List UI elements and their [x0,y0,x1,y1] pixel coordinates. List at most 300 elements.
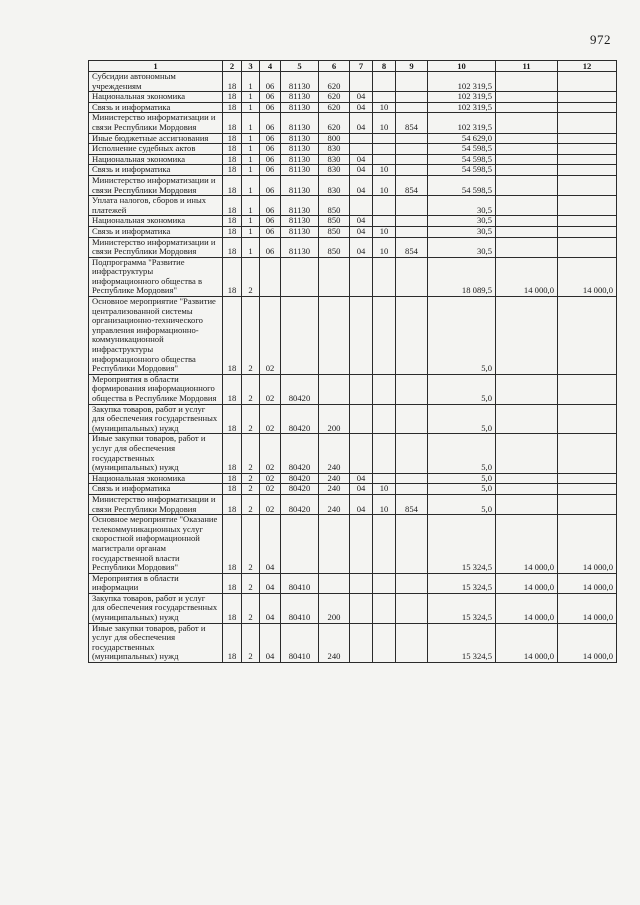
table-cell-col-10: 30,5 [428,226,496,237]
table-row [89,473,617,484]
row-description: Национальная экономика [89,154,223,165]
table-cell-col-4: 06 [260,237,281,257]
table-cell-col-9 [396,573,428,593]
table-row [89,113,617,133]
table-cell-col-8 [373,473,396,484]
table-cell-col-4: 06 [260,72,281,92]
table-cell-col-5: 80420 [281,484,319,495]
table-cell-col-5 [281,257,319,296]
table-cell-col-9 [396,165,428,176]
table-cell-col-10: 102 319,5 [428,113,496,133]
column-header-4: 4 [260,61,281,72]
table-cell-col-11 [496,165,558,176]
table-cell-col-7 [350,144,373,155]
table-cell-col-9 [396,92,428,103]
table-cell-col-4: 06 [260,154,281,165]
table-cell-col-6: 830 [319,144,350,155]
table-row [89,92,617,103]
table-row [89,154,617,165]
table-row [89,133,617,144]
table-cell-col-12 [558,473,617,484]
table-cell-col-12: 14 000,0 [558,623,617,662]
table-cell-col-9 [396,515,428,574]
table-cell-col-2: 18 [223,144,242,155]
table-cell-col-8 [373,374,396,404]
table-cell-col-8: 10 [373,226,396,237]
table-cell-col-11: 14 000,0 [496,593,558,623]
table-cell-col-12 [558,494,617,514]
row-description: Министерство информатизации и связи Республики Мордовия [89,113,223,133]
table-cell-col-7 [350,593,373,623]
table-cell-col-8 [373,593,396,623]
row-description: Мероприятия в области информации [89,573,223,593]
table-cell-col-5: 81130 [281,196,319,216]
table-cell-col-10: 5,0 [428,484,496,495]
table-cell-col-3: 2 [242,257,260,296]
table-cell-col-12: 14 000,0 [558,257,617,296]
table-cell-col-3: 1 [242,226,260,237]
column-header-6: 6 [319,61,350,72]
table-cell-col-12 [558,237,617,257]
table-row [89,216,617,227]
table-cell-col-8 [373,623,396,662]
table-cell-col-4 [260,257,281,296]
table-cell-col-4: 06 [260,216,281,227]
table-cell-col-9 [396,154,428,165]
table-cell-col-10: 15 324,5 [428,515,496,574]
table-cell-col-11 [496,113,558,133]
table-cell-col-2: 18 [223,494,242,514]
table-cell-col-7 [350,196,373,216]
table-cell-col-3: 1 [242,133,260,144]
table-cell-col-10: 15 324,5 [428,573,496,593]
row-description: Основное мероприятие "Развитие централизованной системы организационно-технического управления информационно-коммуникационной инфраструктуры информационного общества Республики Мордовия" [89,297,223,375]
table-cell-col-9 [396,374,428,404]
table-row [89,404,617,434]
table-cell-col-10: 5,0 [428,404,496,434]
table-cell-col-8: 10 [373,113,396,133]
table-cell-col-2: 18 [223,374,242,404]
table-cell-col-8 [373,154,396,165]
column-header-11: 11 [496,61,558,72]
table-cell-col-5: 81130 [281,72,319,92]
table-row [89,175,617,195]
table-row [89,494,617,514]
table-cell-col-9 [396,434,428,473]
table-cell-col-6: 240 [319,623,350,662]
table-cell-col-4: 06 [260,226,281,237]
table-cell-col-2: 18 [223,226,242,237]
table-cell-col-3: 2 [242,404,260,434]
table-row [89,144,617,155]
table-cell-col-4: 02 [260,374,281,404]
table-cell-col-3: 2 [242,374,260,404]
table-cell-col-12 [558,154,617,165]
table-cell-col-12 [558,102,617,113]
table-cell-col-6: 200 [319,593,350,623]
table-cell-col-3: 1 [242,144,260,155]
table-row [89,374,617,404]
table-cell-col-12: 14 000,0 [558,515,617,574]
column-header-7: 7 [350,61,373,72]
table-cell-col-7: 04 [350,175,373,195]
table-cell-col-2: 18 [223,257,242,296]
table-cell-col-10: 30,5 [428,237,496,257]
table-cell-col-11 [496,72,558,92]
table-cell-col-7: 04 [350,102,373,113]
table-cell-col-5: 81130 [281,165,319,176]
row-description: Министерство информатизации и связи Республики Мордовия [89,237,223,257]
table-cell-col-10: 18 089,5 [428,257,496,296]
row-description: Национальная экономика [89,92,223,103]
table-cell-col-12 [558,226,617,237]
table-cell-col-8 [373,216,396,227]
table-cell-col-5: 81130 [281,175,319,195]
column-header-3: 3 [242,61,260,72]
row-description: Иные закупки товаров, работ и услуг для обеспечения государственных (муниципальных) нужд [89,623,223,662]
table-cell-col-9 [396,404,428,434]
table-cell-col-6: 620 [319,92,350,103]
table-cell-col-8 [373,573,396,593]
table-row [89,72,617,92]
table-row [89,515,617,574]
table-cell-col-2: 18 [223,484,242,495]
column-header-8: 8 [373,61,396,72]
table-cell-col-3: 2 [242,484,260,495]
table-cell-col-9 [396,133,428,144]
table-cell-col-10: 102 319,5 [428,92,496,103]
table-cell-col-7 [350,133,373,144]
table-cell-col-4: 04 [260,593,281,623]
row-description: Иные бюджетные ассигнования [89,133,223,144]
table-cell-col-3: 1 [242,92,260,103]
table-cell-col-5: 81130 [281,216,319,227]
row-description: Субсидии автономным учреждениям [89,72,223,92]
table-cell-col-2: 18 [223,434,242,473]
table-cell-col-7: 04 [350,494,373,514]
table-cell-col-2: 18 [223,623,242,662]
table-cell-col-2: 18 [223,175,242,195]
row-description: Связь и информатика [89,102,223,113]
table-cell-col-4: 02 [260,484,281,495]
table-cell-col-2: 18 [223,113,242,133]
table-cell-col-9 [396,593,428,623]
table-cell-col-2: 18 [223,92,242,103]
column-header-12: 12 [558,61,617,72]
table-cell-col-12 [558,144,617,155]
table-cell-col-10: 54 598,5 [428,175,496,195]
table-cell-col-5: 81130 [281,237,319,257]
table-cell-col-12 [558,216,617,227]
table-cell-col-10: 15 324,5 [428,623,496,662]
table-cell-col-5: 80420 [281,494,319,514]
table-cell-col-5: 81130 [281,144,319,155]
table-cell-col-3: 2 [242,297,260,375]
row-description: Мероприятия в области формирования информационного общества в Республике Мордовия [89,374,223,404]
table-cell-col-6: 830 [319,175,350,195]
table-row [89,102,617,113]
table-cell-col-7 [350,72,373,92]
table-cell-col-2: 18 [223,573,242,593]
table-cell-col-9 [396,257,428,296]
row-description: Закупка товаров, работ и услуг для обеспечения государственных (муниципальных) нужд [89,404,223,434]
table-row [89,593,617,623]
table-cell-col-8 [373,297,396,375]
table-cell-col-9 [396,196,428,216]
table-cell-col-6: 850 [319,237,350,257]
table-cell-col-2: 18 [223,237,242,257]
table-cell-col-4: 06 [260,113,281,133]
table-cell-col-6 [319,515,350,574]
table-cell-col-12 [558,165,617,176]
table-cell-col-4: 02 [260,473,281,484]
table-cell-col-8: 10 [373,484,396,495]
table-row [89,623,617,662]
table-cell-col-6: 620 [319,72,350,92]
table-cell-col-6: 620 [319,102,350,113]
table-cell-col-11 [496,175,558,195]
table-cell-col-11: 14 000,0 [496,257,558,296]
table-cell-col-7 [350,515,373,574]
table-cell-col-11 [496,484,558,495]
budget-table [88,60,617,663]
table-cell-col-4: 04 [260,515,281,574]
table-row [89,434,617,473]
table-cell-col-3: 2 [242,593,260,623]
table-cell-col-4: 06 [260,165,281,176]
table-cell-col-5: 81130 [281,102,319,113]
table-cell-col-2: 18 [223,72,242,92]
table-cell-col-7: 04 [350,113,373,133]
table-cell-col-6: 200 [319,404,350,434]
table-cell-col-8 [373,257,396,296]
table-cell-col-10: 30,5 [428,216,496,227]
table-cell-col-12 [558,484,617,495]
table-cell-col-10: 15 324,5 [428,593,496,623]
table-cell-col-9 [396,484,428,495]
table-cell-col-5: 80410 [281,623,319,662]
row-description: Иные закупки товаров, работ и услуг для обеспечения государственных (муниципальных) нужд [89,434,223,473]
row-description: Министерство информатизации и связи Республики Мордовия [89,175,223,195]
table-cell-col-12 [558,113,617,133]
table-cell-col-3: 1 [242,165,260,176]
table-cell-col-9 [396,297,428,375]
table-cell-col-10: 30,5 [428,196,496,216]
table-cell-col-4: 02 [260,297,281,375]
table-cell-col-6: 240 [319,473,350,484]
table-cell-col-7: 04 [350,216,373,227]
table-cell-col-7 [350,257,373,296]
row-description: Исполнение судебных актов [89,144,223,155]
table-cell-col-5: 81130 [281,92,319,103]
table-row [89,484,617,495]
row-description: Подпрограмма "Развитие инфраструктуры информационного общества в Республике Мордовия" [89,257,223,296]
table-cell-col-4: 02 [260,404,281,434]
table-cell-col-3: 2 [242,494,260,514]
table-cell-col-2: 18 [223,515,242,574]
table-cell-col-10: 54 598,5 [428,144,496,155]
table-cell-col-3: 2 [242,515,260,574]
table-cell-col-10: 5,0 [428,494,496,514]
table-cell-col-7: 04 [350,154,373,165]
table-cell-col-11 [496,473,558,484]
table-cell-col-8 [373,144,396,155]
table-cell-col-6: 620 [319,113,350,133]
table-cell-col-2: 18 [223,165,242,176]
table-cell-col-11 [496,102,558,113]
table-cell-col-10: 5,0 [428,473,496,484]
table-cell-col-12 [558,196,617,216]
table-cell-col-3: 1 [242,175,260,195]
row-description: Основное мероприятие "Оказание телекоммуникационных услуг скоростной информационной магистрали органам государственной власти Республики Мордовия" [89,515,223,574]
table-cell-col-3: 1 [242,216,260,227]
table-cell-col-11 [496,297,558,375]
table-cell-col-9 [396,623,428,662]
table-cell-col-3: 2 [242,473,260,484]
table-cell-col-12 [558,404,617,434]
table-cell-col-2: 18 [223,404,242,434]
table-cell-col-11 [496,216,558,227]
table-cell-col-7: 04 [350,237,373,257]
table-cell-col-12 [558,92,617,103]
page-number: 972 [590,32,611,47]
table-cell-col-11 [496,226,558,237]
table-cell-col-4: 04 [260,623,281,662]
table-cell-col-12 [558,297,617,375]
table-cell-col-11 [496,154,558,165]
table-cell-col-7: 04 [350,92,373,103]
table-cell-col-6: 240 [319,484,350,495]
table-cell-col-8: 10 [373,494,396,514]
table-cell-col-3: 2 [242,623,260,662]
table-cell-col-2: 18 [223,216,242,227]
table-cell-col-5: 81130 [281,113,319,133]
table-cell-col-9: 854 [396,175,428,195]
row-description: Уплата налогов, сборов и иных платежей [89,196,223,216]
table-row [89,196,617,216]
table-cell-col-10: 54 598,5 [428,165,496,176]
table-cell-col-9: 854 [396,494,428,514]
table-cell-col-11 [496,144,558,155]
row-description: Закупка товаров, работ и услуг для обеспечения государственных (муниципальных) нужд [89,593,223,623]
table-cell-col-11 [496,434,558,473]
column-header-9: 9 [396,61,428,72]
table-cell-col-8: 10 [373,102,396,113]
table-cell-col-5: 81130 [281,226,319,237]
table-cell-col-5: 80420 [281,404,319,434]
table-row [89,257,617,296]
table-cell-col-11: 14 000,0 [496,515,558,574]
table-cell-col-2: 18 [223,102,242,113]
table-cell-col-5: 81130 [281,154,319,165]
table-cell-col-3: 2 [242,434,260,473]
table-cell-col-8 [373,434,396,473]
table-cell-col-7: 04 [350,484,373,495]
table-cell-col-3: 1 [242,72,260,92]
row-description: Национальная экономика [89,473,223,484]
table-cell-col-9 [396,226,428,237]
column-header-5: 5 [281,61,319,72]
table-cell-col-8 [373,72,396,92]
row-description: Связь и информатика [89,484,223,495]
table-cell-col-9 [396,216,428,227]
table-cell-col-9: 854 [396,113,428,133]
table-cell-col-12 [558,175,617,195]
table-cell-col-5: 80420 [281,473,319,484]
table-cell-col-4: 06 [260,133,281,144]
table-cell-col-5: 80410 [281,593,319,623]
table-cell-col-7 [350,404,373,434]
table-cell-col-7: 04 [350,226,373,237]
table-cell-col-5 [281,515,319,574]
row-description: Национальная экономика [89,216,223,227]
table-row [89,237,617,257]
table-cell-col-7 [350,573,373,593]
table-cell-col-11: 14 000,0 [496,573,558,593]
table-cell-col-2: 18 [223,473,242,484]
table-cell-col-11 [496,374,558,404]
table-cell-col-4: 06 [260,102,281,113]
table-cell-col-6: 800 [319,133,350,144]
table-row [89,573,617,593]
table-cell-col-10: 54 598,5 [428,154,496,165]
table-cell-col-3: 1 [242,102,260,113]
table-cell-col-8 [373,515,396,574]
table-cell-col-8 [373,404,396,434]
table-cell-col-2: 18 [223,154,242,165]
table-cell-col-11: 14 000,0 [496,623,558,662]
table-cell-col-9 [396,102,428,113]
table-cell-col-8: 10 [373,175,396,195]
table-cell-col-7 [350,623,373,662]
column-header-1: 1 [89,61,223,72]
table-cell-col-2: 18 [223,297,242,375]
table-cell-col-4: 04 [260,573,281,593]
table-cell-col-6: 850 [319,226,350,237]
table-cell-col-8 [373,196,396,216]
table-cell-col-4: 02 [260,494,281,514]
table-cell-col-12 [558,72,617,92]
table-row [89,165,617,176]
table-cell-col-10: 102 319,5 [428,72,496,92]
table-cell-col-5: 80420 [281,434,319,473]
table-cell-col-4: 02 [260,434,281,473]
table-cell-col-5: 80420 [281,374,319,404]
table-cell-col-6: 850 [319,196,350,216]
table-cell-col-4: 06 [260,175,281,195]
table-cell-col-12 [558,434,617,473]
table-cell-col-4: 06 [260,196,281,216]
table-cell-col-4: 06 [260,144,281,155]
table-cell-col-12: 14 000,0 [558,593,617,623]
table-cell-col-3: 1 [242,154,260,165]
table-cell-col-10: 5,0 [428,374,496,404]
row-description: Министерство информатизации и связи Республики Мордовия [89,494,223,514]
table-cell-col-9 [396,144,428,155]
table-cell-col-9 [396,72,428,92]
table-cell-col-8 [373,133,396,144]
table-cell-col-3: 1 [242,237,260,257]
table-cell-col-12: 14 000,0 [558,573,617,593]
table-cell-col-3: 1 [242,113,260,133]
table-cell-col-11 [496,92,558,103]
table-cell-col-6 [319,297,350,375]
table-cell-col-10: 5,0 [428,297,496,375]
table-cell-col-11 [496,404,558,434]
table-cell-col-5 [281,297,319,375]
column-header-2: 2 [223,61,242,72]
table-cell-col-6: 830 [319,165,350,176]
